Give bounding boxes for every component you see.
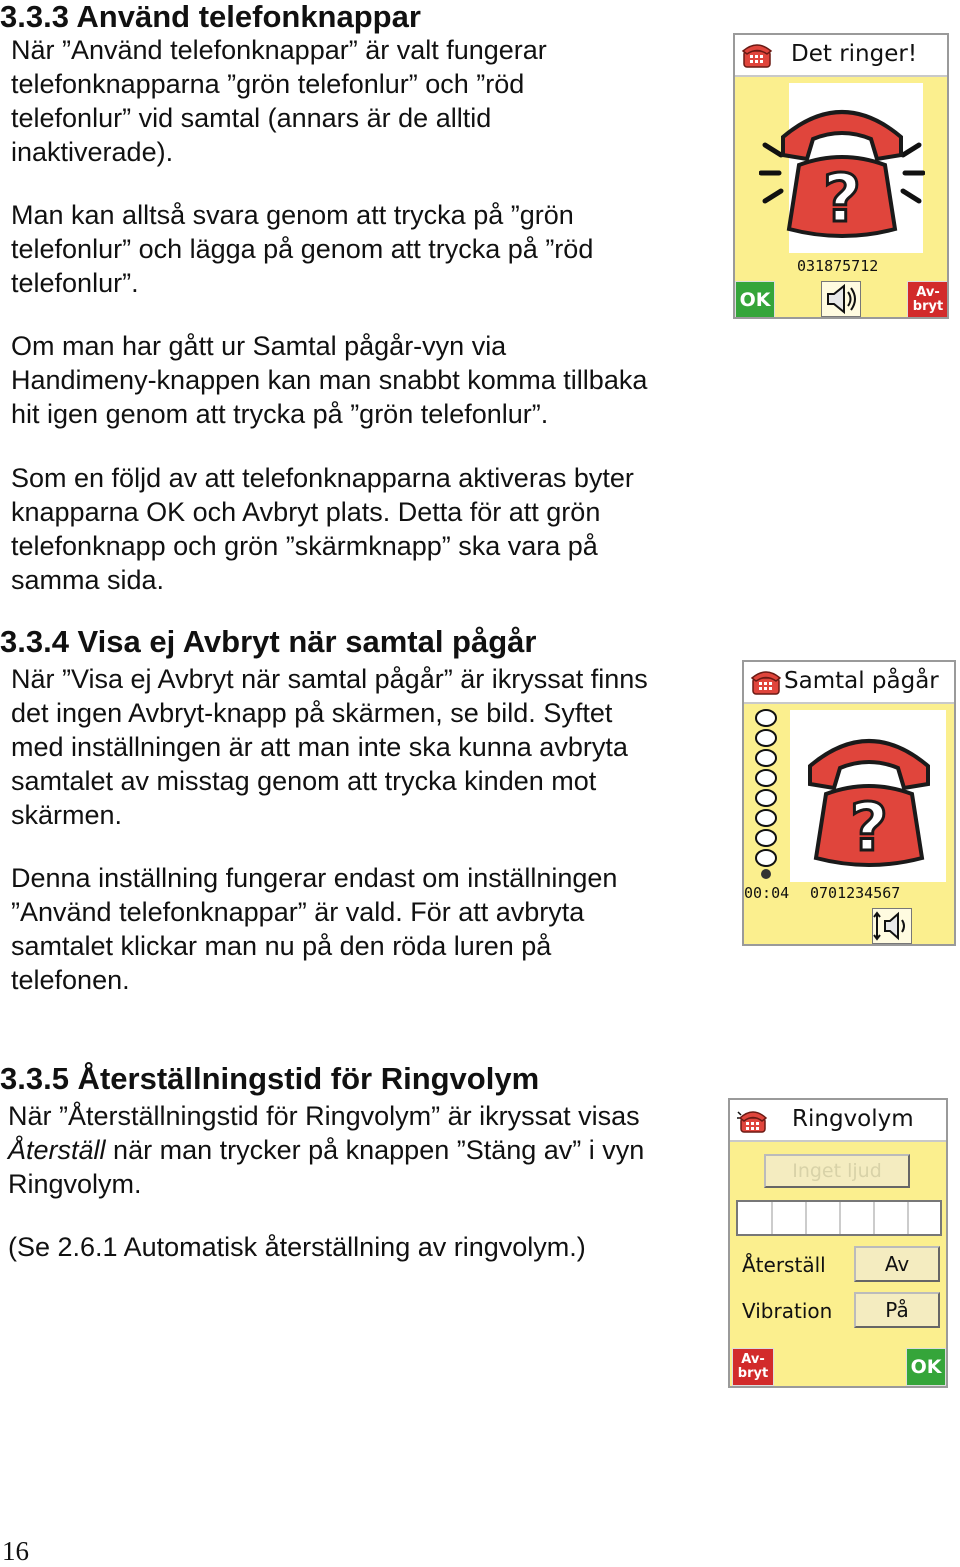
paragraph: När ”Visa ej Avbryt när samtal pågår” är ikryssat finns det ingen Avbryt-knapp på skärmen, se bild. Syftet med inställningen är att man inte ska kunna avbryta samtalet av misstag genom att trycka kinden mot skärmen. bbox=[11, 664, 648, 830]
screen-det-ringer bbox=[733, 33, 949, 319]
emphasis-text: Återställ bbox=[8, 1135, 106, 1165]
paragraph: Om man har gått ur Samtal pågår-vyn via Handimeny-knappen kan man snabbt komma tillbaka hit igen genom att trycka på ”grön telefonlur”. bbox=[11, 331, 648, 429]
vibration-toggle-button[interactable]: På bbox=[854, 1292, 940, 1328]
ok-button[interactable]: OK bbox=[906, 1348, 946, 1386]
page-number: 16 bbox=[2, 1536, 29, 1566]
paragraph: När ”Använd telefonknappar” är valt fungerar telefonknapparna ”grön telefonlur” och ”röd telefonlur” vid samtal (annars är de alltid inaktiverade). bbox=[11, 35, 547, 167]
screen-ringvolym bbox=[728, 1098, 948, 1388]
text-run: när man trycker på knappen ”Stäng av” i vyn Ringvolym. bbox=[8, 1135, 645, 1199]
ringing-phone-question-icon bbox=[759, 97, 925, 247]
title-bar bbox=[744, 662, 954, 704]
mute-button[interactable]: Inget ljud bbox=[764, 1154, 910, 1188]
ok-button[interactable]: OK bbox=[735, 281, 775, 319]
speaker-button[interactable] bbox=[821, 281, 861, 317]
screen-samtal-pagar bbox=[742, 660, 956, 946]
section-heading-3-3-3: 3.3.3 Använd telefonknappar bbox=[0, 0, 421, 34]
phone-icon bbox=[750, 668, 782, 696]
screen-title: Samtal pågår bbox=[784, 668, 939, 694]
title-bar bbox=[735, 35, 947, 77]
paragraph bbox=[8, 1099, 644, 1201]
title-bar bbox=[730, 1100, 946, 1142]
paragraph: (Se 2.6.1 Automatisk återställning av ringvolym.) bbox=[8, 1232, 586, 1262]
phone-question-icon bbox=[804, 726, 934, 876]
phone-icon bbox=[736, 1106, 768, 1134]
cancel-button[interactable]: Av- bryt bbox=[907, 281, 949, 319]
volume-segments bbox=[738, 1202, 940, 1234]
section-heading-3-3-4: 3.3.4 Visa ej Avbryt när samtal pågår bbox=[0, 624, 537, 659]
speaker-icon bbox=[822, 282, 860, 316]
phone-icon bbox=[741, 41, 773, 69]
screen-title: Det ringer! bbox=[791, 41, 918, 67]
screen-title: Ringvolym bbox=[792, 1106, 914, 1132]
speaker-volume-button[interactable] bbox=[872, 908, 912, 944]
volume-meter-icon bbox=[752, 708, 780, 884]
cancel-button[interactable]: Av- bryt bbox=[732, 1348, 774, 1386]
section-heading-3-3-5: 3.3.5 Återställningstid för Ringvolym bbox=[0, 1061, 540, 1096]
svg-text:?: ? bbox=[822, 160, 862, 237]
paragraph: Man kan alltså svara genom att trycka på ”grön telefonlur” och lägga på genom att trycka på ”röd telefonlur”. bbox=[11, 200, 594, 298]
svg-text:?: ? bbox=[849, 789, 889, 866]
caller-number: 031875712 bbox=[797, 257, 879, 275]
caller-number: 0701234567 bbox=[810, 884, 901, 902]
speaker-volume-icon bbox=[873, 909, 911, 943]
reset-toggle-button[interactable]: Av bbox=[854, 1246, 940, 1282]
paragraph: Denna inställning fungerar endast om inställningen ”Använd telefonknappar” är vald. För att avbryta samtalet klickar man nu på den röda luren på telefonen. bbox=[11, 863, 618, 995]
vibration-label: Vibration bbox=[742, 1299, 833, 1323]
reset-label: Återställ bbox=[742, 1253, 826, 1277]
call-timer: 00:04 bbox=[744, 884, 790, 902]
paragraph: Som en följd av att telefonknapparna aktiveras byter knapparna OK och Avbryt plats. Detta för att grön telefonknapp och grön ”skärmknapp” ska vara på samma sida. bbox=[11, 463, 634, 595]
text-run: När ”Återställningstid för Ringvolym” är ikryssat visas bbox=[8, 1101, 640, 1131]
volume-level-bar[interactable] bbox=[736, 1200, 942, 1236]
